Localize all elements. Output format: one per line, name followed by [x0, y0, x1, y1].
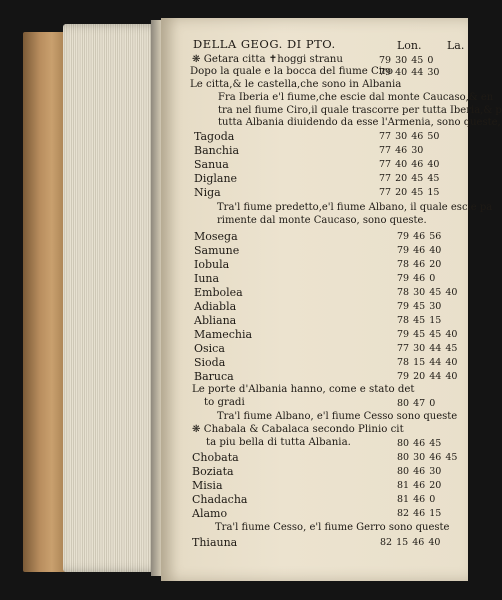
- entry-coords: 78 45 15: [397, 315, 442, 326]
- place-name: Mamechia: [194, 328, 253, 341]
- entry-coords: 82 15 46 40: [380, 537, 441, 548]
- section-text: tra nel fiume Ciro,il quale trascorre per tutta Iberia,& p: [218, 105, 502, 116]
- place-name: Embolea: [194, 286, 243, 299]
- section-text: Fra Iberia e'l fiume,che escie dal monte Caucaso,& en: [218, 92, 494, 103]
- book: [23, 18, 502, 581]
- entry-coords: 77 30 46 50: [379, 131, 440, 142]
- place-name: Abliana: [194, 314, 237, 327]
- entry-coords: 78 30 45 40: [397, 287, 458, 298]
- entry-coords: 79 45 30: [397, 301, 442, 312]
- entry-coords: 79 46 56: [397, 231, 442, 242]
- section-text: tutta Albania diuidendo da esse l'Armenia, sono queste,: [218, 117, 501, 128]
- place-name: Diglane: [194, 172, 238, 185]
- place-name: Thiauna: [192, 536, 238, 549]
- section-text: Tra'l fiume Albano, e'l fiume Cesso sono queste: [217, 411, 458, 422]
- entry-coords: 77 20 45 45: [379, 173, 440, 184]
- entry-coords: 79 46 0: [397, 273, 436, 284]
- entry-text: Le porte d'Albania hanno, come e stato det: [192, 384, 415, 395]
- entry-coords: 77 20 45 15: [379, 187, 440, 198]
- entry-coords: 77 40 46 40: [379, 159, 440, 170]
- longitude-heading: Lon.: [397, 39, 422, 52]
- section-text: rimente dal monte Caucaso, sono queste.: [217, 215, 427, 226]
- place-name: Adiabla: [194, 300, 237, 313]
- place-name: Chadacha: [192, 493, 248, 506]
- place-name: Samune: [194, 244, 240, 257]
- entry-coords: 77 30 44 45: [397, 343, 458, 354]
- latitude-heading: La.: [447, 39, 465, 52]
- place-name: Boziata: [192, 465, 234, 478]
- section-text: Tra'l fiume Cesso, e'l fiume Gerro sono queste: [215, 522, 450, 533]
- entry-text: ta piu bella di tutta Albania.: [206, 437, 351, 448]
- section-heading: Le citta,& le castella,che sono in Albania: [190, 79, 402, 90]
- place-name: Chobata: [192, 451, 239, 464]
- entry-coords: 79 40 44 30: [379, 67, 440, 78]
- entry-text: ❋ Getara citta ✝hoggi stranu: [192, 54, 343, 65]
- page-edges: [63, 24, 163, 572]
- entry-coords: 79 20 44 40: [397, 371, 458, 382]
- running-head: DELLA GEOG. DI PTO.: [193, 37, 336, 51]
- place-name: Baruca: [194, 370, 234, 383]
- entry-coords: 82 46 15: [397, 508, 442, 519]
- entry-coords: 78 15 44 40: [397, 357, 458, 368]
- entry-coords: 81 46 0: [397, 494, 436, 505]
- entry-text: to gradi: [204, 397, 245, 408]
- entry-coords: 79 45 45 40: [397, 329, 458, 340]
- entry-coords: 80 46 45: [397, 438, 442, 449]
- entry-coords: 80 30 46 45: [397, 452, 458, 463]
- entry-coords: 79 46 40: [397, 245, 442, 256]
- place-name: Osica: [194, 342, 225, 355]
- place-name: Iobula: [194, 258, 230, 271]
- place-name: Iuna: [194, 272, 220, 285]
- place-name: Mosega: [194, 230, 238, 243]
- entry-text: ❋ Chabala & Cabalaca secondo Plinio cit: [192, 424, 404, 435]
- entry-coords: 81 46 20: [397, 480, 442, 491]
- printed-page: [161, 18, 502, 581]
- entry-coords: 78 46 20: [397, 259, 442, 270]
- place-name: Sanua: [194, 158, 229, 171]
- place-name: Sioda: [194, 356, 226, 369]
- section-text: Tra'l fiume predetto,e'l fiume Albano, il quale escie pa: [217, 202, 493, 213]
- entry-coords: 79 30 45 0: [379, 55, 434, 66]
- place-name: Niga: [194, 186, 221, 199]
- place-name: Tagoda: [194, 130, 235, 143]
- place-name: Alamo: [192, 507, 228, 520]
- entry-coords: 77 46 30: [379, 145, 424, 156]
- entry-coords: 80 46 30: [397, 466, 442, 477]
- entry-text: Dopo la quale e la bocca del fiume Ciro: [190, 66, 394, 77]
- place-name: Misia: [192, 479, 223, 492]
- entry-coords: 80 47 0: [397, 398, 436, 409]
- place-name: Banchia: [194, 144, 240, 157]
